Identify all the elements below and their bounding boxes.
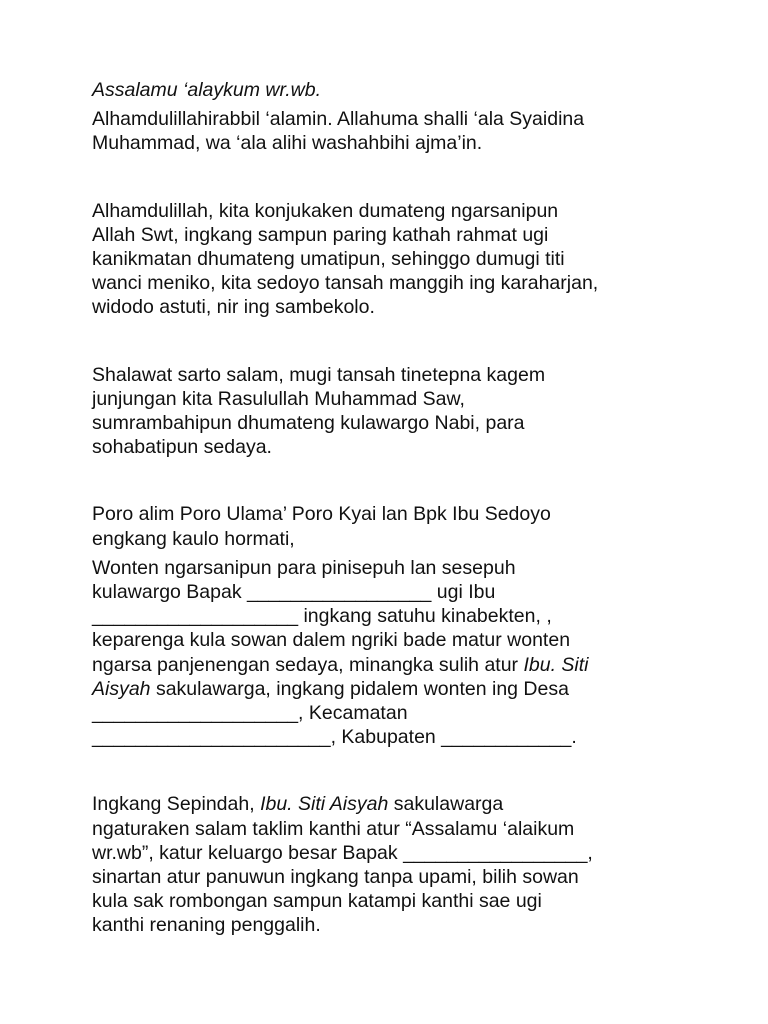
- text-line: wanci meniko, kita sedoyo tansah manggih ing karaharjan,: [92, 272, 599, 295]
- text-line: engkang kaulo hormati,: [92, 527, 295, 550]
- paragraph-shalawat: [92, 363, 692, 460]
- text-line: junjungan kita Rasulullah Muhammad Saw,: [92, 387, 465, 410]
- text-line: [92, 677, 692, 701]
- text-line: ______________________, Kabupaten ____________.: [92, 726, 577, 749]
- text-line: Poro alim Poro Ulama’ Poro Kyai lan Bpk Ibu Sedoyo: [92, 503, 551, 526]
- spacer: [92, 320, 692, 363]
- text-line: wr.wb”, katur keluargo besar Bapak _________________,: [92, 841, 593, 864]
- name-italic: Ibu. Siti Aisyah: [260, 793, 389, 816]
- text-line: [92, 792, 692, 816]
- text-line: sinartan atur panuwun ingkang tanpa upami, bilih sowan: [92, 866, 579, 889]
- text-run: Ingkang Sepindah,: [92, 793, 261, 816]
- text-line: [92, 653, 692, 677]
- paragraph-representation: [92, 556, 692, 750]
- document-page: [92, 78, 692, 938]
- greeting-line: Assalamu ‘alaykum wr.wb.: [92, 79, 322, 101]
- text-line: keparenga kula sowan dalem ngriki bade matur wonten: [92, 629, 571, 652]
- name-italic: Ibu. Siti: [523, 653, 589, 676]
- text-line: kulawargo Bapak _________________ ugi Ibu: [92, 581, 496, 604]
- greeting: [92, 78, 692, 102]
- text-run: sakulawarga, ingkang pidalem wonten ing Desa: [150, 677, 569, 700]
- text-line: ___________________ ingkang satuhu kinabekten, ,: [92, 605, 552, 628]
- text-line: sohabatipun sedaya.: [92, 436, 272, 459]
- text-run: ngarsa panjenengan sedaya, minangka sulih atur: [92, 653, 524, 676]
- text-run: sakulawarga: [388, 793, 504, 816]
- text-line: kanthi renaning penggalih.: [92, 914, 321, 937]
- text-line: Wonten ngarsanipun para pinisepuh lan sesepuh: [92, 556, 516, 579]
- spacer: [92, 749, 692, 792]
- paragraph-gratitude: [92, 199, 692, 320]
- text-line: Shalawat sarto salam, mugi tansah tinetepna kagem: [92, 363, 546, 386]
- text-line: Muhammad, wa ‘ala alihi washahbihi ajma’in.: [92, 132, 483, 155]
- text-line: widodo astuti, nir ing sambekolo.: [92, 296, 375, 319]
- text-line: kanikmatan dhumateng umatipun, sehinggo dumugi titi: [92, 248, 565, 271]
- name-italic: Aisyah: [92, 677, 151, 700]
- text-line: Alhamdulillahirabbil ‘alamin. Allahuma shalli ‘ala Syaidina: [92, 108, 585, 131]
- spacer: [92, 156, 692, 199]
- text-line: kula sak rombongan sampun katampi kanthi sae ugi: [92, 890, 542, 913]
- paragraph-opening-praise: [92, 107, 692, 155]
- text-line: Allah Swt, ingkang sampun paring kathah rahmat ugi: [92, 223, 549, 246]
- text-line: Alhamdulillah, kita konjukaken dumateng ngarsanipun: [92, 199, 559, 222]
- spacer: [92, 459, 692, 502]
- text-line: ngaturaken salam taklim kanthi atur “Assalamu ‘alaikum: [92, 817, 575, 840]
- text-line: ___________________, Kecamatan: [92, 702, 408, 725]
- text-line: sumrambahipun dhumateng kulawargo Nabi, para: [92, 412, 525, 435]
- paragraph-address-audience: [92, 502, 692, 550]
- paragraph-greeting-delivery: [92, 792, 692, 937]
